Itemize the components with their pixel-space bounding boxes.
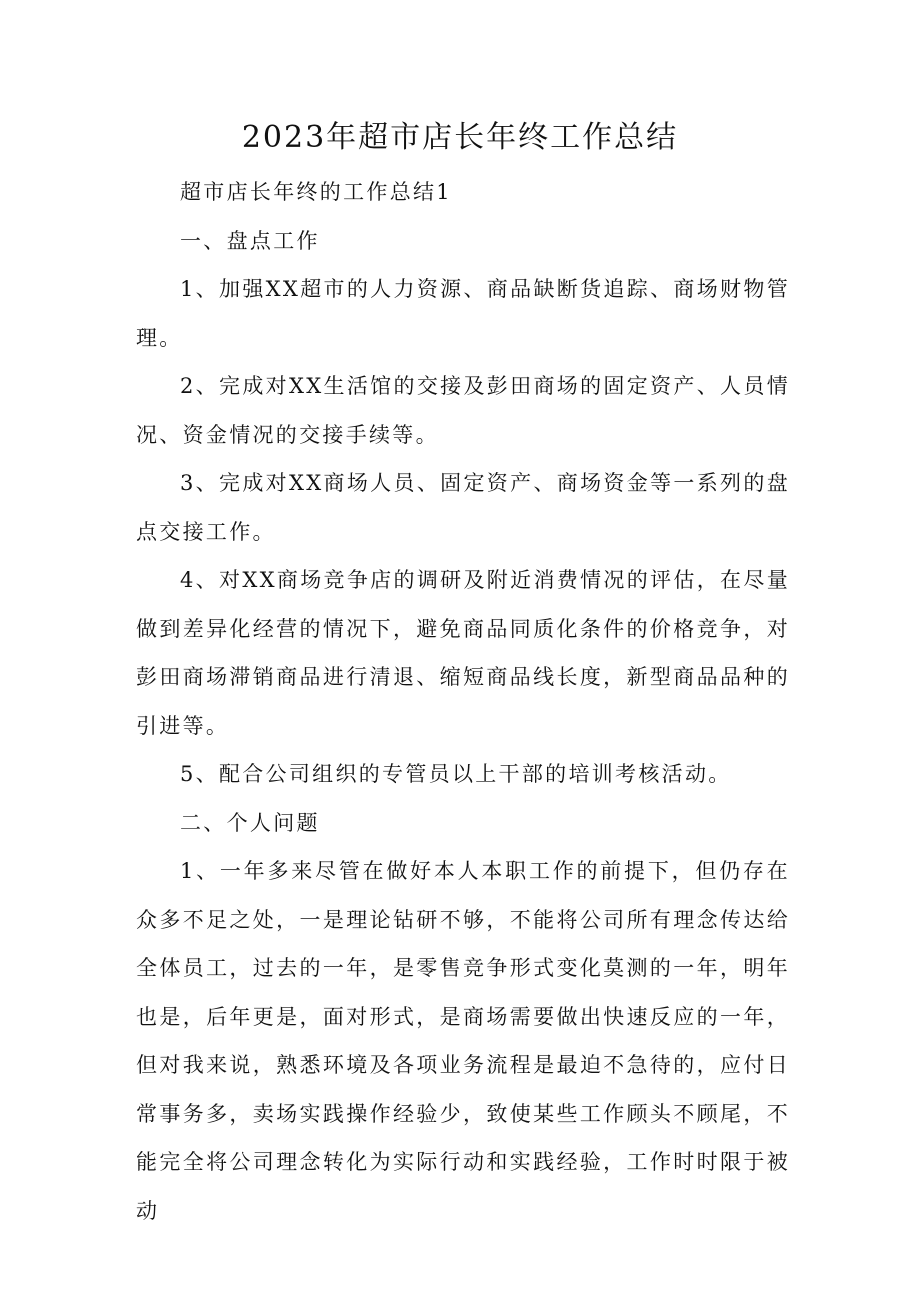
document-body xyxy=(136,168,790,1235)
paragraph-section-heading-1: 超市店长年终的工作总结1 xyxy=(180,180,452,204)
paragraph-item-3: 3、完成对XX商场人员、固定资产、商场资金等一系列的盘点交接工作。 xyxy=(136,471,790,544)
paragraph-personal-item-1: 1、一年多来尽管在做好本人本职工作的前提下，但仍存在众多不足之处，一是理论钻研不够，不能将公司所有理念传达给全体员工，过去的一年，是零售竞争形式变化莫测的一年，明年也是，后年更是，面对形式，是商场需要做出快速反应的一年，但对我来说，熟悉环境及各项业务流程是最迫不急待的，应付日常事务多，卖场实践操作经验少，致使某些工作顾头不顾尾，不能完全将公司理念转化为实际行动和实践经验，工作时时限于被动 xyxy=(136,859,790,1223)
paragraph-item-4: 4、对XX商场竞争店的调研及附近消费情况的评估，在尽量做到差异化经营的情况下，避免商品同质化条件的价格竞争，对彭田商场滞销商品进行清退、缩短商品线长度，新型商品品种的引进等。 xyxy=(136,568,790,738)
paragraph-subheading-inventory: 一、盘点工作 xyxy=(180,228,320,253)
paragraph-item-5: 5、配合公司组织的专管员以上干部的培训考核活动。 xyxy=(180,762,732,786)
paragraph-subheading-personal: 二、个人问题 xyxy=(180,810,320,835)
document-title: 2023年超市店长年终工作总结 xyxy=(241,120,679,155)
paragraph-item-2: 2、完成对XX生活馆的交接及彭田商场的固定资产、人员情况、资金情况的交接手续等。 xyxy=(136,374,790,447)
paragraph-item-1: 1、加强XX超市的人力资源、商品缺断货追踪、商场财物管理。 xyxy=(136,277,790,350)
